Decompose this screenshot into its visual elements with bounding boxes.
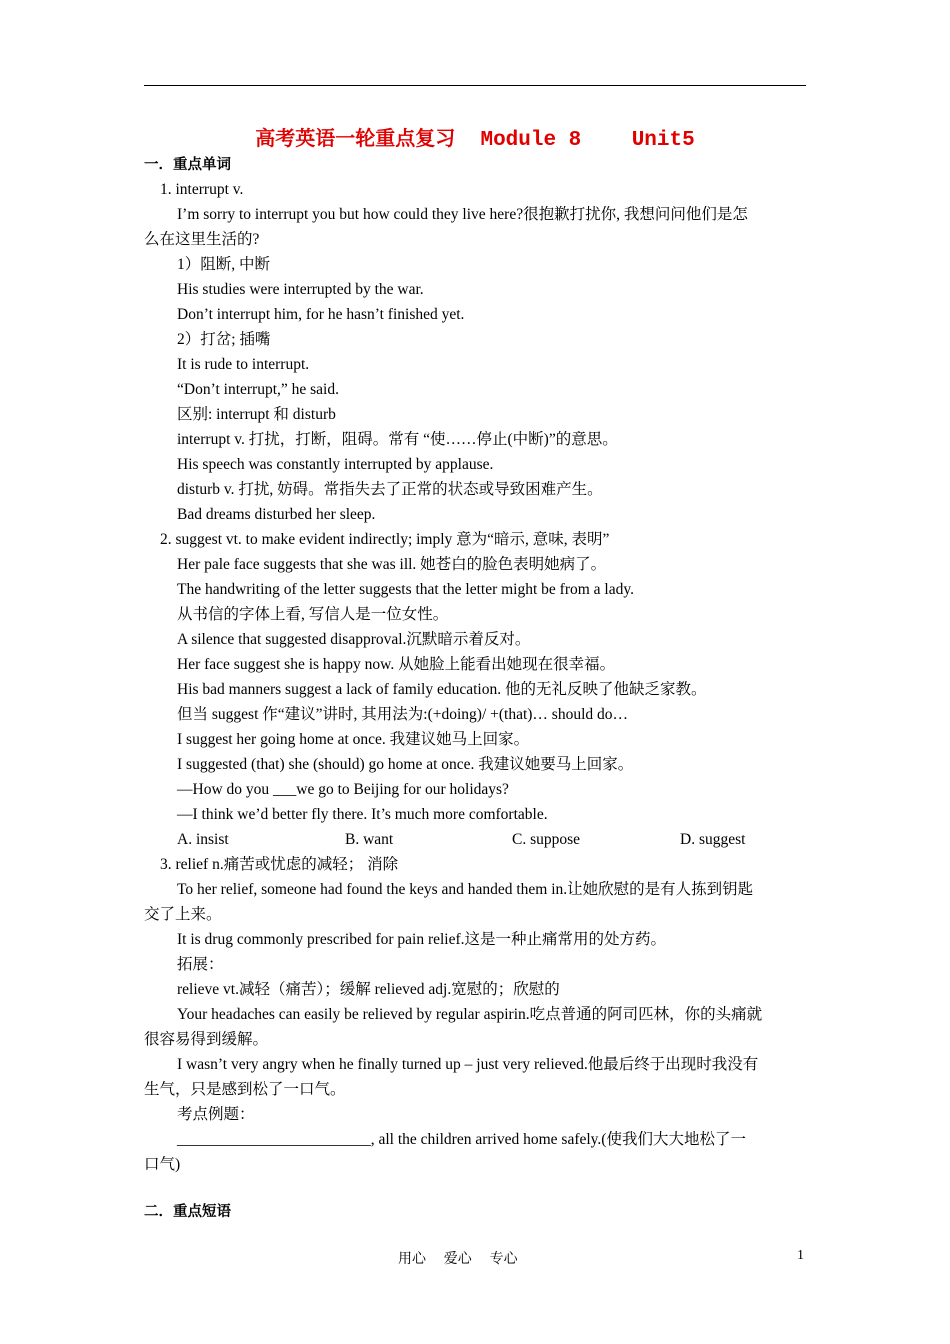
page-title — [144, 122, 806, 152]
text-line: —How do you ___we go to Beijing for our holidays? — [177, 781, 509, 798]
text-line: 口气) — [144, 1156, 181, 1173]
option-c: C. suppose — [512, 831, 581, 848]
text-line: His bad manners suggest a lack of family education. 他的无礼反映了他缺乏家教。 — [177, 681, 707, 698]
text-line: 么在这里生活的? — [144, 231, 260, 248]
text-line: 2）打岔; 插嘴 — [177, 331, 271, 348]
text-line: 很容易得到缓解。 — [144, 1031, 269, 1048]
text-line: “Don’t interrupt,” he said. — [177, 381, 339, 398]
header-rule — [144, 85, 806, 86]
item-number: 1. interrupt v. — [160, 181, 244, 198]
text-line: relieve vt.减轻（痛苦）；缓解 relieved adj.宽慰的；欣慰的 — [177, 981, 560, 998]
text-line: 交了上来。 — [144, 906, 222, 923]
text-line: _________________________, all the children arrived home safely.(使我们大大地松了一 — [177, 1131, 746, 1148]
option-d: D. suggest — [680, 831, 746, 848]
text-line: To her relief, someone had found the keys and handed them in.让她欣慰的是有人拣到钥匙 — [177, 881, 754, 898]
text-line: Her pale face suggests that she was ill. 她苍白的脸色表明她病了。 — [177, 556, 607, 573]
item-number: 2. suggest vt. to make evident indirectly; imply 意为“暗示, 意味, 表明” — [160, 531, 610, 548]
text-line: It is drug commonly prescribed for pain relief.这是一种止痛常用的处方药。 — [177, 931, 667, 948]
text-line: The handwriting of the letter suggests that the letter might be from a lady. — [177, 581, 634, 598]
text-line: Her face suggest she is happy now. 从她脸上能看出她现在很幸福。 — [177, 656, 616, 673]
text-line: disturb v. 打扰, 妨碍。常指失去了正常的状态或导致困难产生。 — [177, 481, 603, 498]
text-line: 但当 suggest 作“建议”讲时, 其用法为:(+doing)/ +(that)… should do… — [177, 706, 629, 723]
section-heading-phrases: 二．重点短语 — [144, 1204, 231, 1220]
title-chinese: 高考英语一轮重点复习 — [255, 126, 456, 150]
text-line: 生气，只是感到松了一口气。 — [144, 1081, 346, 1098]
section-heading-words: 一．重点单词 — [144, 157, 231, 173]
text-line: A silence that suggested disapproval.沉默暗示着反对。 — [177, 631, 531, 648]
text-line: 从书信的字体上看, 写信人是一位女性。 — [177, 606, 449, 623]
text-line: I suggest her going home at once. 我建议她马上回家。 — [177, 731, 530, 748]
text-line: Your headaches can easily be relieved by regular aspirin.吃点普通的阿司匹林，你的头痛就 — [177, 1006, 763, 1023]
text-line: I wasn’t very angry when he finally turned up – just very relieved.他最后终于出现时我没有 — [177, 1056, 759, 1073]
text-line: 拓展： — [177, 956, 224, 973]
text-line: I suggested (that) she (should) go home at once. 我建议她要马上回家。 — [177, 756, 634, 773]
text-line: Don’t interrupt him, for he hasn’t finished yet. — [177, 306, 465, 323]
title-module: Module 8 Unit5 — [455, 129, 695, 152]
text-line: His speech was constantly interrupted by applause. — [177, 456, 494, 473]
text-line: 1）阻断, 中断 — [177, 256, 271, 273]
text-line: Bad dreams disturbed her sleep. — [177, 506, 376, 523]
text-line: It is rude to interrupt. — [177, 356, 310, 373]
text-line: 考点例题： — [177, 1106, 255, 1123]
text-line: 区别: interrupt 和 disturb — [177, 406, 336, 423]
text-line: —I think we’d better fly there. It’s much more comfortable. — [177, 806, 548, 823]
text-line: His studies were interrupted by the war. — [177, 281, 424, 298]
page-number: 1 — [797, 1248, 804, 1263]
text-line: I’m sorry to interrupt you but how could they live here?很抱歉打扰你, 我想问问他们是怎 — [177, 206, 748, 223]
option-a: A. insist — [177, 831, 229, 848]
text-line: interrupt v. 打扰，打断，阻碍。常有 “使……停止(中断)”的意思。 — [177, 431, 618, 448]
option-b: B. want — [345, 831, 394, 848]
footer-motto: 用心 爱心 专心 — [398, 1251, 518, 1267]
item-number: 3. relief n.痛苦或忧虑的减轻； 消除 — [160, 856, 399, 873]
